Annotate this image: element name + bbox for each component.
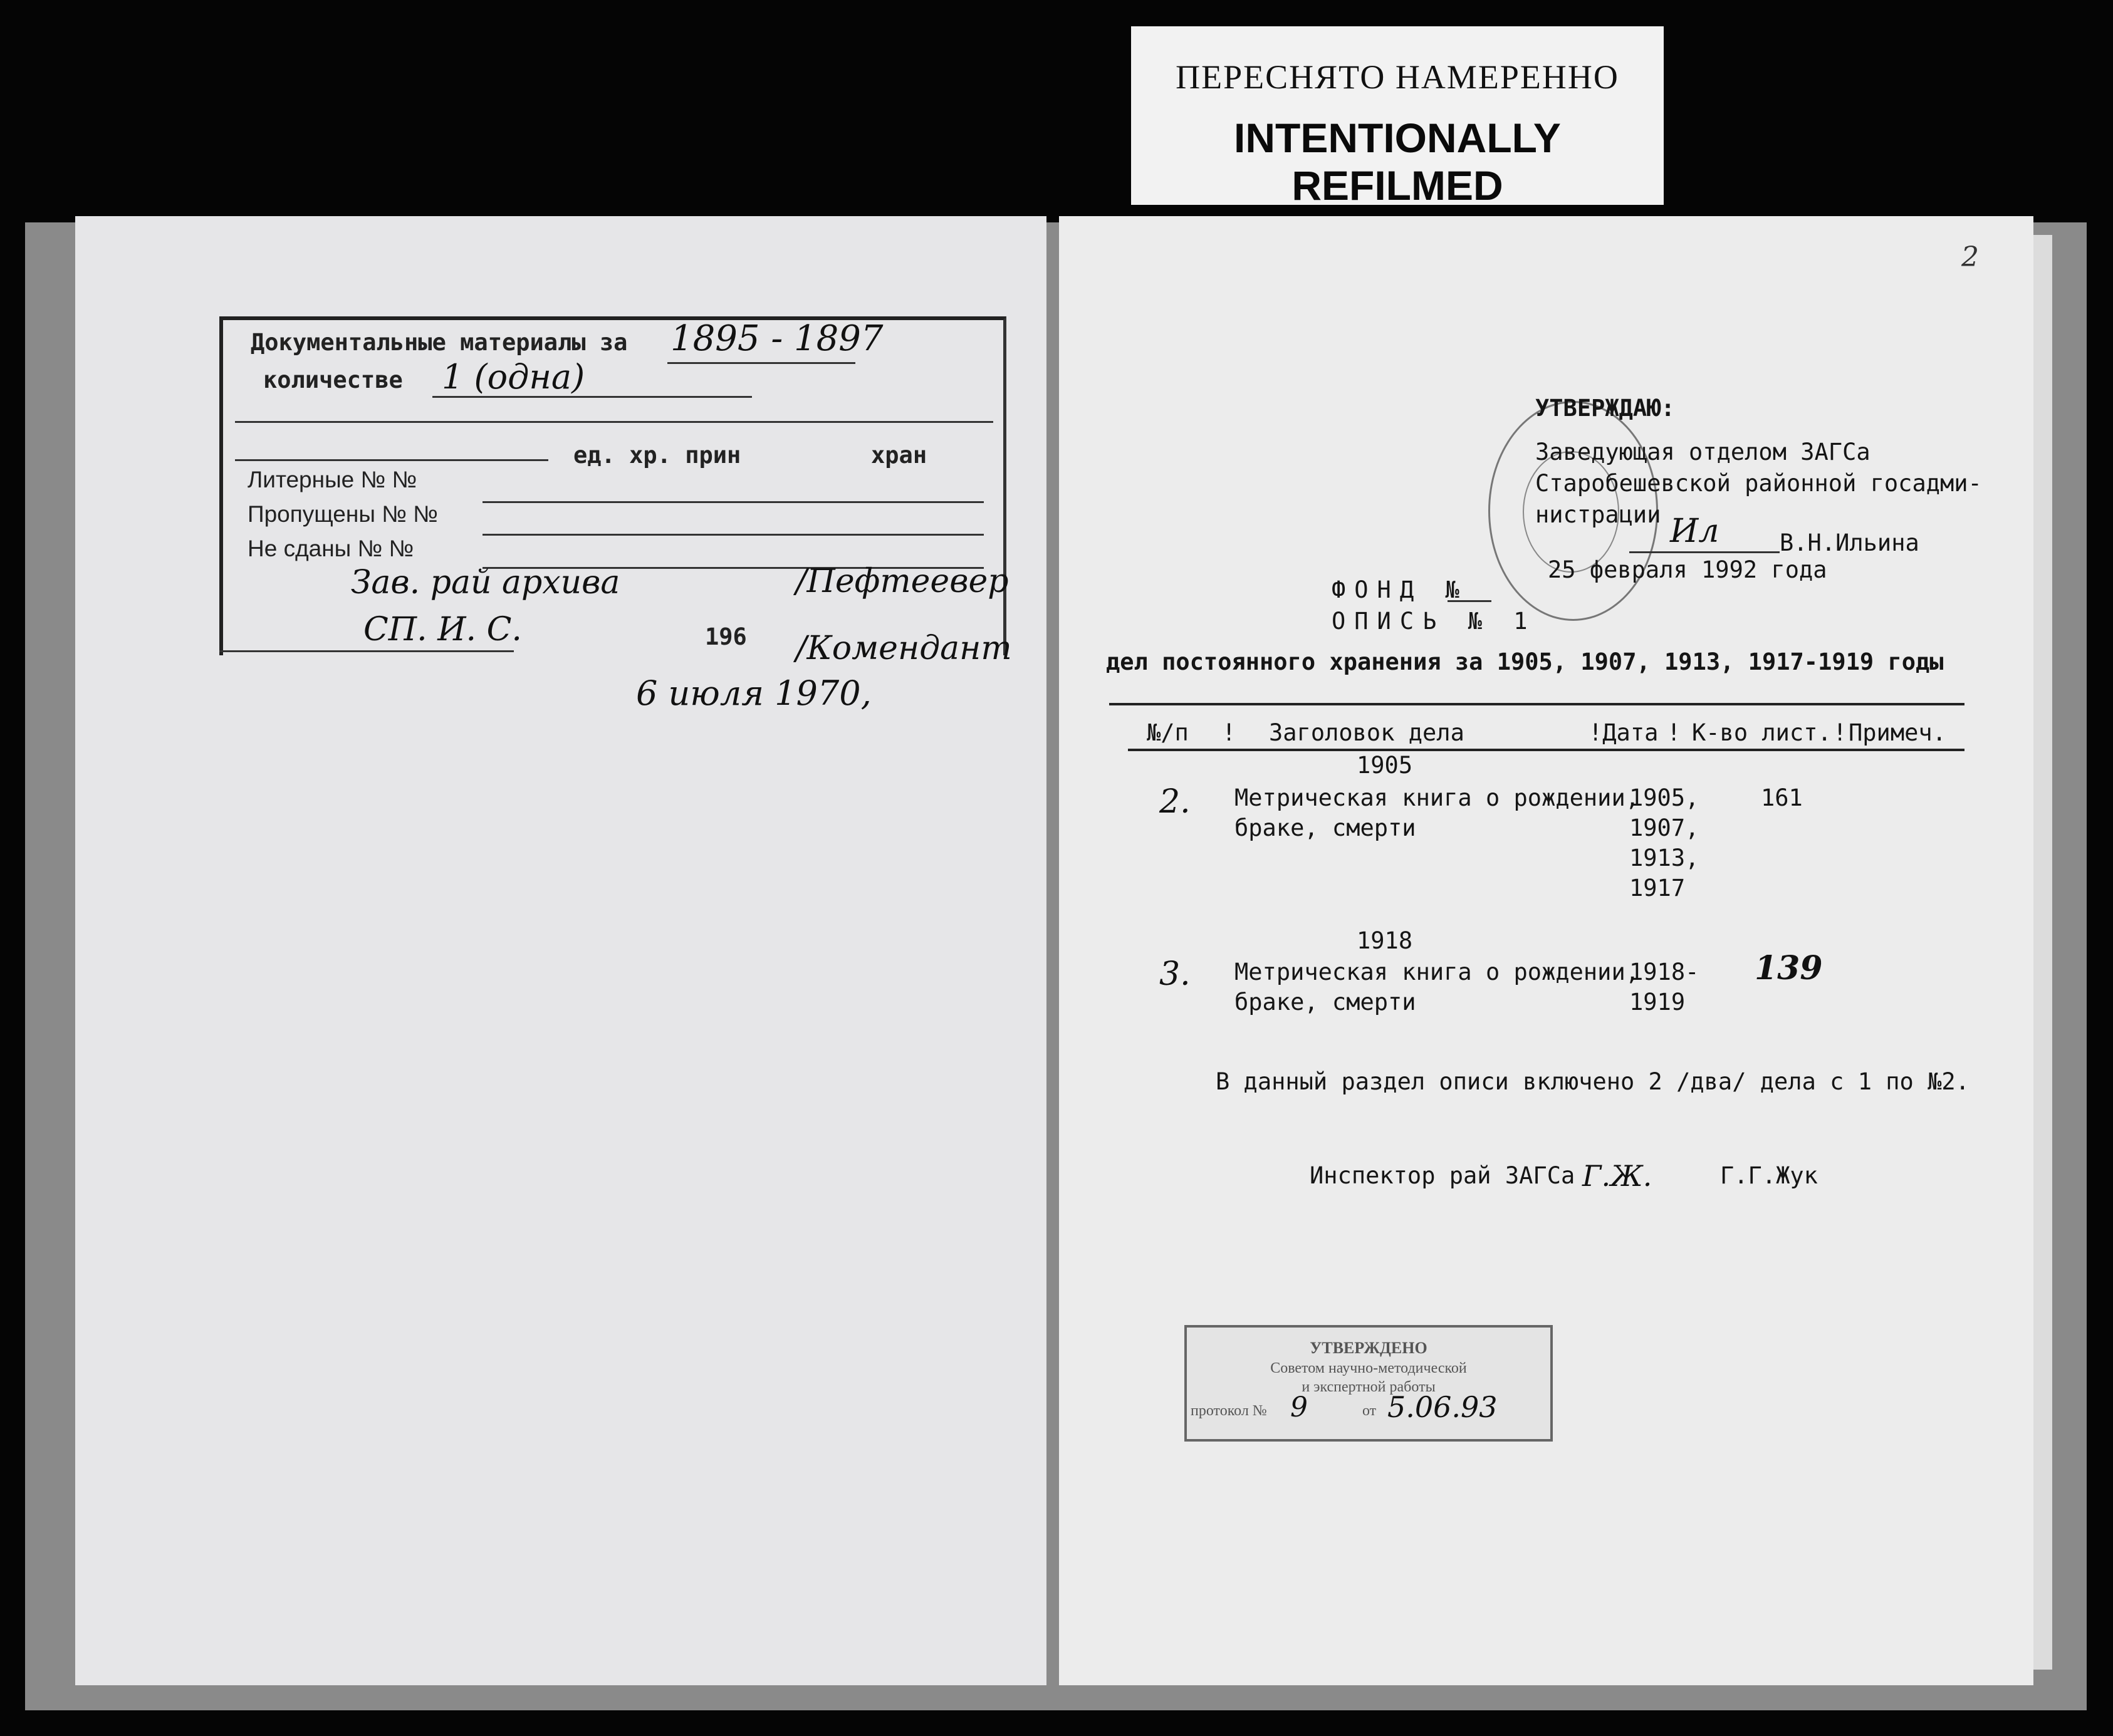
summary-text: В данный раздел описи включено 2 /два/ дела с 1 по №2. [1216, 1068, 1970, 1095]
inventory-title: дел постоянного хранения за 1905, 1907, 1913, 1917-1919 годы [1106, 648, 1944, 675]
handwritten-name-2: /Комендант [796, 630, 1012, 667]
approval-protocol-number: 9 [1290, 1391, 1308, 1423]
handwritten-position-1: Зав. рай архива [351, 564, 620, 601]
row-number: 3. [1159, 955, 1191, 993]
approval-protocol-date: 5.06.93 [1387, 1390, 1498, 1424]
group-year: 1918 [1357, 927, 1413, 954]
table-rule-top [1109, 703, 1964, 705]
fill-line [483, 501, 984, 503]
stamp-storage-label: хран [871, 442, 927, 469]
fill-line [235, 459, 548, 461]
header-sep: ! [1667, 719, 1681, 746]
approval-title: УТВЕРЖДЕНО [1310, 1339, 1427, 1357]
row-title-line-1: Метрическая книга о рождении, [1234, 959, 1640, 985]
fond-line [1448, 600, 1491, 602]
row-title-line-2: браке, смерти [1234, 989, 1416, 1016]
refilm-label-en: INTENTIONALLY REFILMED [1234, 115, 1561, 209]
row-title-line-1: Метрическая книга о рождении, [1234, 784, 1640, 811]
refilm-label [1131, 26, 1664, 209]
approve-date: 25 февраля 1992 года [1548, 556, 1827, 583]
approval-protocol-label: протокол № [1191, 1403, 1267, 1419]
inspector-name: Г.Г.Жук [1720, 1162, 1818, 1189]
row-date: 1907, [1629, 814, 1699, 841]
handwritten-name-1: /Пефтеевер [796, 563, 1009, 600]
approve-signer: В.Н.Ильина [1780, 529, 1919, 556]
page-number: 2 [1961, 241, 1979, 273]
fill-line [219, 650, 514, 652]
row-date: 1905, [1629, 784, 1699, 811]
approve-line-3: нистрации [1535, 501, 1661, 528]
row-date: 1913, [1629, 845, 1699, 871]
stamp-units-label: ед. хр. прин [573, 442, 741, 469]
row-date: 1917 [1629, 875, 1686, 902]
fill-line [432, 396, 752, 398]
row-sheets: 161 [1761, 784, 1803, 811]
stamp-literal-label: Литерные № № [248, 467, 417, 492]
handwritten-years: 1895 - 1897 [670, 318, 884, 359]
stamp-count-label: количестве [263, 366, 403, 393]
handwritten-count: 1 (одна) [442, 357, 585, 397]
header-num: №/п [1147, 719, 1189, 746]
group-year: 1905 [1357, 752, 1413, 779]
refilm-label-ru: ПЕРЕСНЯТО НАМЕРЕННО [1176, 58, 1619, 96]
stamp-skipped-label: Пропущены № № [248, 501, 438, 527]
row-sheets: 139 [1755, 949, 1823, 987]
handwritten-position-2: СП. И. С. [363, 611, 522, 648]
approve-line-1: Заведующая отделом ЗАГСа [1535, 439, 1870, 465]
page-edge [2033, 235, 2052, 1670]
signature-line [1629, 551, 1780, 553]
header-date: !Дата [1589, 719, 1659, 746]
header-sep: ! [1222, 719, 1236, 746]
row-title-line-2: браке, смерти [1234, 814, 1416, 841]
header-sep: ! [1833, 719, 1847, 746]
row-date: 1918- [1629, 959, 1699, 985]
approve-line-2: Старобешевской районной госадми- [1535, 470, 1982, 497]
fond-label: ФОНД № [1332, 576, 1468, 603]
fill-line [235, 421, 993, 423]
fill-line [483, 534, 984, 536]
table-rule-header [1128, 749, 1964, 751]
opis-label: ОПИСЬ № 1 [1332, 608, 1536, 635]
approve-heading: УТВЕРЖДАЮ: [1535, 395, 1675, 422]
row-date: 1919 [1629, 989, 1686, 1016]
inspector-label: Инспектор рай ЗАГСа [1310, 1162, 1575, 1189]
approval-line-2: и экспертной работы [1302, 1379, 1436, 1395]
inspector-signature: Г.Ж. [1582, 1159, 1652, 1193]
stamp-not-delivered-label: Не сданы № № [248, 536, 414, 561]
stamp-materials-label: Документальные материалы за [251, 329, 628, 356]
header-notes: Примеч. [1849, 719, 1946, 746]
approval-stamp [1184, 1325, 1553, 1442]
row-number: 2. [1159, 783, 1191, 821]
handwritten-date: 6 июля 1970, [636, 673, 872, 713]
approval-from-label: от [1362, 1403, 1377, 1419]
fill-line [667, 362, 855, 364]
stamp-number: 196 [705, 623, 747, 650]
header-title: Заголовок дела [1269, 719, 1464, 746]
approve-signature: Ил [1670, 512, 1719, 550]
header-sheets: К-во лист. [1692, 719, 1832, 746]
approval-line-1: Советом научно-методической [1270, 1360, 1467, 1376]
